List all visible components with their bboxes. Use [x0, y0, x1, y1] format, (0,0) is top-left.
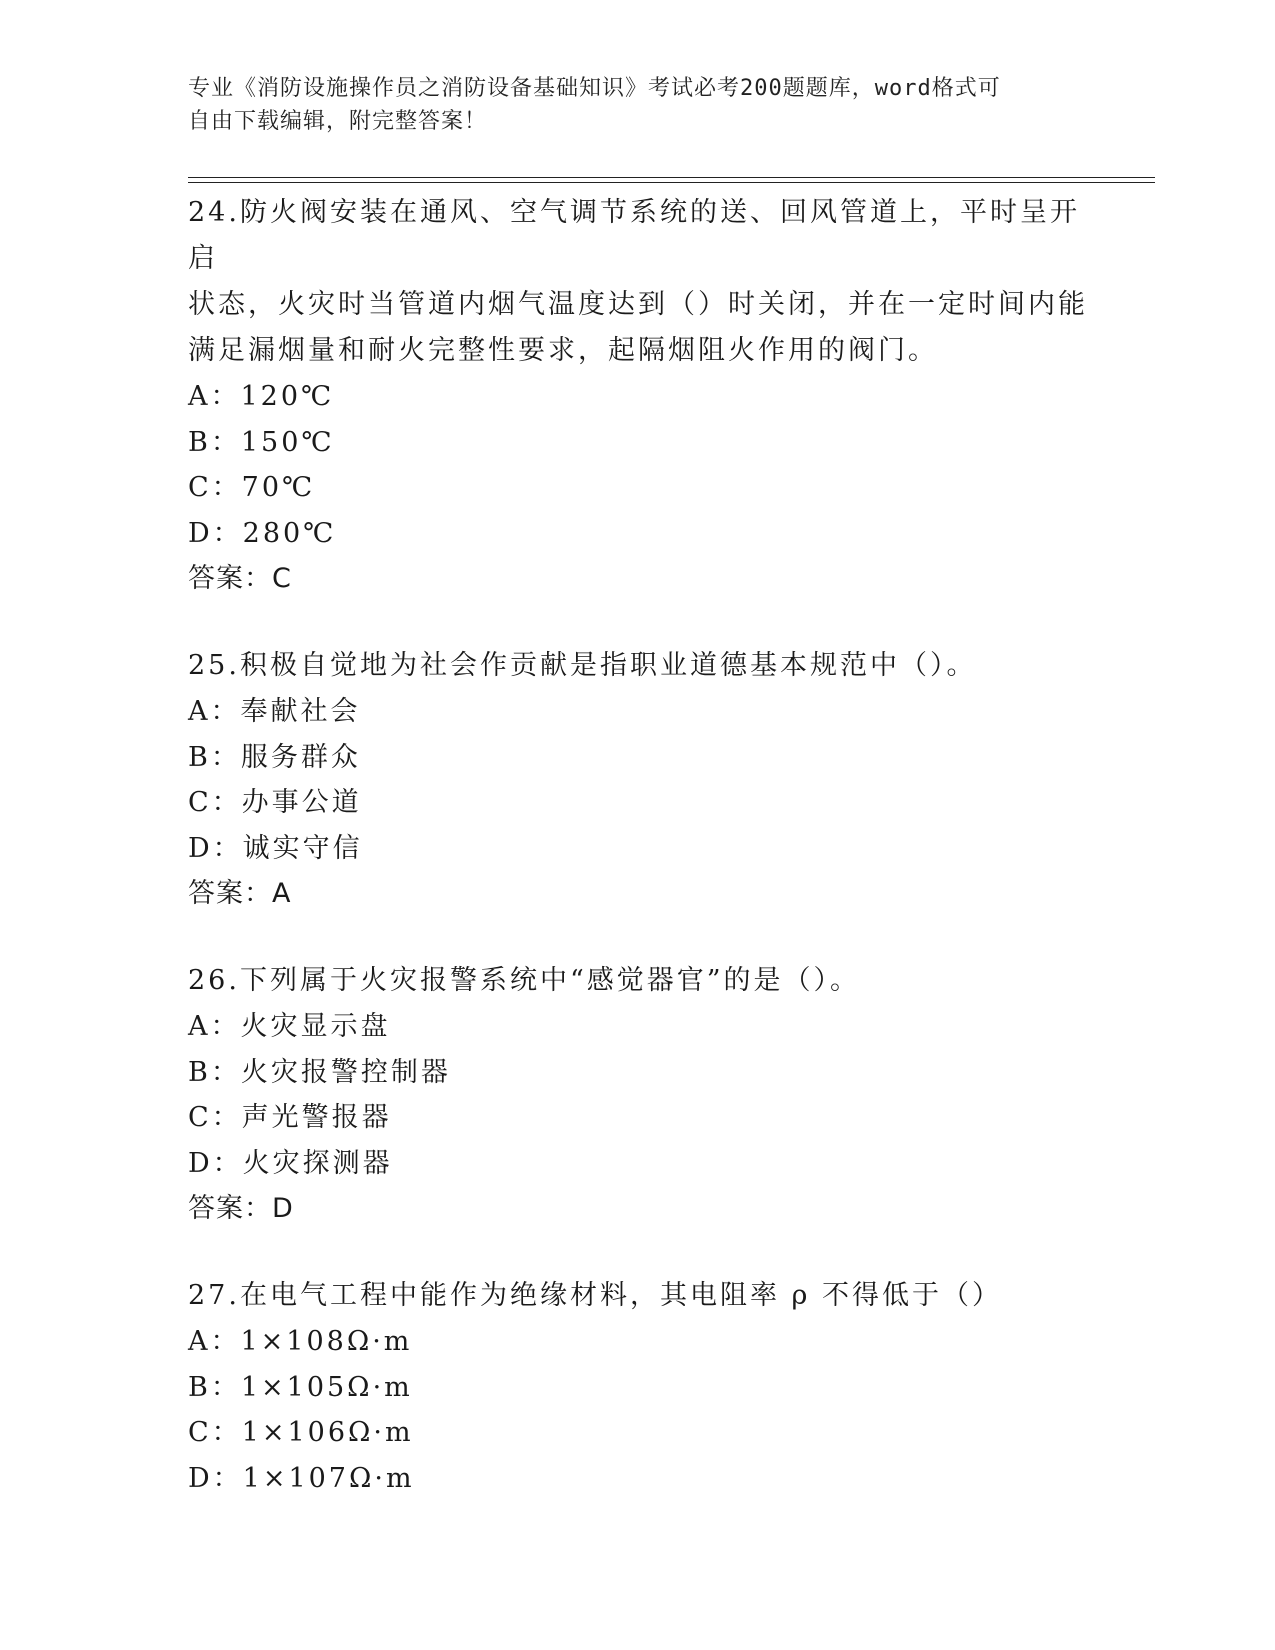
- header-line-2: 自由下载编辑，附完整答案！: [188, 109, 488, 134]
- question-spacer: [188, 1231, 1088, 1273]
- option-b: B：服务群众: [188, 741, 361, 773]
- question-26: [188, 958, 1088, 1231]
- question-spacer: [188, 601, 1088, 643]
- option-c: C：声光警报器: [188, 1102, 392, 1133]
- header-divider-top: [188, 177, 1155, 178]
- option-c: C：70℃: [188, 472, 316, 503]
- option-a: A：火灾显示盘: [188, 1011, 391, 1042]
- option-a: A：120℃: [188, 381, 335, 412]
- option-a: A：1×108Ω·m: [188, 1326, 413, 1357]
- option-b: B：150℃: [188, 426, 335, 458]
- question-spacer: [188, 916, 1088, 958]
- answer-line: 答案：C: [188, 563, 292, 594]
- question-27: [188, 1273, 1088, 1501]
- question-stem-line: 满足漏烟量和耐火完整性要求，起隔烟阻火作用的阀门。: [188, 335, 938, 366]
- option-d: D：诚实守信: [188, 832, 363, 864]
- document-header: [188, 72, 1088, 138]
- question-25: [188, 643, 1088, 916]
- question-list: [188, 190, 1088, 1501]
- option-d: D：1×107Ω·m: [188, 1462, 415, 1494]
- option-b: B：1×105Ω·m: [188, 1371, 413, 1403]
- option-d: D：火灾探测器: [188, 1147, 393, 1179]
- option-d: D：280℃: [188, 517, 337, 549]
- option-c: C：1×106Ω·m: [188, 1417, 414, 1448]
- question-stem-line: 27.在电气工程中能作为绝缘材料，其电阻率 ρ 不得低于（）: [188, 1280, 1002, 1311]
- question-24: [188, 190, 1088, 601]
- option-c: C：办事公道: [188, 787, 362, 818]
- option-b: B：火灾报警控制器: [188, 1056, 451, 1088]
- header-line-1: 专业《消防设施操作员之消防设备基础知识》考试必考200题题库，word格式可: [188, 76, 1001, 101]
- answer-line: 答案：A: [188, 878, 292, 909]
- question-stem-line: 状态，火灾时当管道内烟气温度达到（）时关闭，并在一定时间内能: [188, 289, 1088, 320]
- answer-line: 答案：D: [188, 1193, 294, 1224]
- question-stem-line: 25.积极自觉地为社会作贡献是指职业道德基本规范中（）。: [188, 650, 977, 681]
- option-a: A：奉献社会: [188, 696, 361, 727]
- header-divider-bottom: [188, 182, 1155, 183]
- question-stem-line: 24.防火阀安装在通风、空气调节系统的送、回风管道上，平时呈开启: [188, 197, 1080, 274]
- question-stem-line: 26.下列属于火灾报警系统中“感觉器官”的是（）。: [188, 965, 861, 996]
